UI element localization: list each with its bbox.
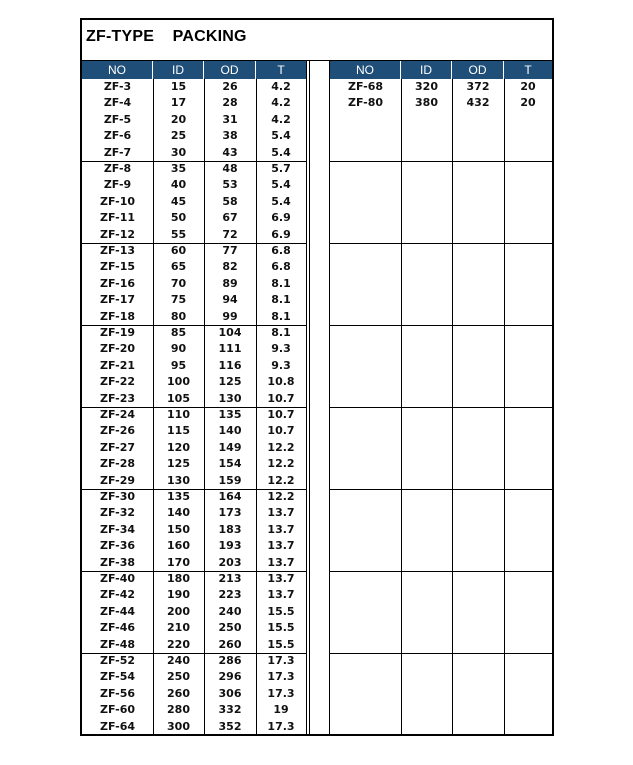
- header-no: NO: [330, 61, 401, 79]
- cell-t: 6.8: [271, 260, 291, 274]
- group-divider: [330, 571, 552, 572]
- cell-t: 12.2: [267, 440, 295, 454]
- cell-no: ZF-40: [99, 572, 136, 585]
- group-divider: [330, 653, 552, 654]
- table-row: [82, 686, 306, 702]
- table-row: [82, 341, 306, 357]
- cell-no: ZF-24: [99, 408, 136, 421]
- left-table-header: [82, 61, 306, 79]
- cell-t: 13.7: [267, 588, 295, 602]
- table-row: [82, 620, 306, 636]
- cell-id: 30: [170, 145, 187, 159]
- cell-no: ZF-22: [99, 375, 136, 389]
- cell-no: ZF-19: [99, 326, 136, 339]
- table-row: [82, 292, 306, 308]
- cell-id: 280: [167, 703, 190, 717]
- table-row: [82, 112, 306, 128]
- table-gap-line: [309, 61, 310, 734]
- cell-no: ZF-27: [99, 440, 136, 454]
- header-id: ID: [153, 61, 204, 79]
- cell-od: 250: [218, 621, 242, 635]
- cell-no: ZF-34: [99, 522, 136, 536]
- cell-od: 58: [222, 194, 238, 208]
- cell-no: ZF-6: [103, 129, 132, 143]
- cell-id: 35: [170, 162, 187, 175]
- cell-od: 28: [222, 96, 238, 110]
- right-table-body: [330, 79, 552, 735]
- cell-t: 5.7: [271, 162, 291, 175]
- cell-no: ZF-32: [99, 506, 136, 520]
- cell-od: 67: [222, 211, 238, 225]
- cell-no: ZF-38: [99, 555, 136, 569]
- cell-t: 8.1: [271, 309, 291, 323]
- table-row: [82, 95, 306, 111]
- cell-id: 320: [415, 80, 438, 93]
- cell-no: ZF-16: [99, 276, 136, 290]
- cell-t: 5.4: [271, 129, 291, 143]
- cell-od: 159: [218, 473, 242, 487]
- table-row: [82, 407, 306, 423]
- cell-od: 203: [218, 555, 242, 569]
- cell-od: 223: [218, 588, 242, 602]
- cell-od: 332: [218, 703, 242, 717]
- cell-id: 200: [167, 604, 190, 618]
- cell-id: 300: [167, 719, 190, 733]
- cell-od: 140: [218, 424, 242, 438]
- cell-t: 12.2: [267, 457, 295, 471]
- cell-no: ZF-8: [103, 162, 132, 175]
- cell-id: 140: [167, 506, 190, 520]
- cell-t: 13.7: [267, 522, 295, 536]
- cell-id: 60: [170, 244, 187, 257]
- table-row: [82, 587, 306, 603]
- cell-no: ZF-52: [99, 654, 136, 667]
- cell-no: ZF-11: [99, 211, 136, 225]
- cell-no: ZF-4: [103, 96, 132, 110]
- cell-t: 8.1: [271, 326, 291, 339]
- table-row: [82, 194, 306, 210]
- header-id: ID: [401, 61, 452, 79]
- cell-id: 85: [170, 326, 187, 339]
- cell-t: 12.2: [267, 490, 295, 503]
- cell-t: 15.5: [267, 604, 295, 618]
- cell-id: 110: [167, 408, 190, 421]
- cell-t: 10.7: [267, 391, 295, 405]
- cell-t: 4.2: [271, 80, 291, 93]
- cell-od: 111: [218, 342, 242, 356]
- cell-od: 72: [222, 227, 238, 241]
- cell-id: 95: [170, 358, 187, 372]
- header-t: T: [524, 63, 532, 77]
- table-row: [82, 243, 306, 259]
- table-row: [82, 79, 306, 95]
- cell-t: 6.9: [271, 227, 291, 241]
- cell-od: 31: [222, 112, 238, 126]
- table-row: [82, 391, 306, 407]
- cell-no: ZF-26: [99, 424, 136, 438]
- cell-no: ZF-48: [99, 637, 136, 651]
- cell-t: 15.5: [267, 637, 295, 651]
- cell-od: 43: [222, 145, 238, 159]
- cell-id: 105: [167, 391, 190, 405]
- packing-sheet: [80, 18, 554, 736]
- group-divider: [330, 161, 552, 162]
- cell-no: ZF-64: [99, 719, 136, 733]
- table-row: [82, 177, 306, 193]
- cell-od: 306: [218, 686, 242, 700]
- cell-id: 180: [167, 572, 190, 585]
- table-row: [82, 128, 306, 144]
- table-row: [82, 538, 306, 554]
- table-row: [82, 653, 306, 669]
- cell-t: 20: [520, 80, 536, 93]
- cell-id: 115: [167, 424, 190, 438]
- cell-t: 15.5: [267, 621, 295, 635]
- cell-no: ZF-20: [99, 342, 136, 356]
- group-divider: [330, 243, 552, 244]
- table-row: [82, 489, 306, 505]
- cell-id: 150: [167, 522, 190, 536]
- cell-no: ZF-46: [99, 621, 136, 635]
- cell-od: 125: [218, 375, 242, 389]
- cell-t: 5.4: [271, 194, 291, 208]
- left-table-body: [82, 79, 306, 735]
- table-row: [82, 637, 306, 653]
- cell-no: ZF-68: [347, 80, 384, 93]
- cell-no: ZF-12: [99, 227, 136, 241]
- table-row: [82, 325, 306, 341]
- cell-t: 13.7: [267, 539, 295, 553]
- cell-od: 116: [218, 358, 242, 372]
- cell-od: 135: [218, 408, 242, 421]
- cell-od: 99: [222, 309, 238, 323]
- right-table-header: [330, 61, 552, 79]
- cell-od: 149: [218, 440, 242, 454]
- cell-t: 4.2: [271, 96, 291, 110]
- cell-id: 210: [167, 621, 190, 635]
- page-title: ZF-TYPE PACKING: [86, 28, 247, 45]
- cell-id: 55: [170, 227, 187, 241]
- cell-no: ZF-28: [99, 457, 136, 471]
- table-row: [330, 95, 552, 111]
- cell-t: 8.1: [271, 293, 291, 307]
- table-row: [82, 505, 306, 521]
- cell-no: ZF-29: [99, 473, 136, 487]
- cell-no: ZF-30: [99, 490, 136, 503]
- table-row: [82, 719, 306, 735]
- cell-id: 50: [170, 211, 187, 225]
- cell-id: 160: [167, 539, 190, 553]
- cell-no: ZF-5: [103, 112, 132, 126]
- cell-t: 19: [273, 703, 289, 717]
- cell-id: 40: [170, 178, 187, 192]
- cell-no: ZF-9: [103, 178, 132, 192]
- table-row: [82, 456, 306, 472]
- cell-id: 120: [167, 440, 190, 454]
- table-row: [82, 210, 306, 226]
- cell-no: ZF-7: [103, 145, 132, 159]
- cell-od: 352: [218, 719, 242, 733]
- cell-t: 13.7: [267, 572, 295, 585]
- cell-id: 240: [167, 654, 190, 667]
- cell-id: 125: [167, 457, 190, 471]
- cell-t: 10.7: [267, 408, 295, 421]
- table-row: [82, 358, 306, 374]
- cell-od: 26: [222, 80, 238, 93]
- cell-id: 80: [170, 309, 187, 323]
- cell-od: 53: [222, 178, 238, 192]
- cell-id: 170: [167, 555, 190, 569]
- cell-od: 183: [218, 522, 242, 536]
- cell-t: 13.7: [267, 506, 295, 520]
- cell-no: ZF-13: [99, 244, 136, 257]
- cell-no: ZF-44: [99, 604, 136, 618]
- cell-od: 164: [218, 490, 242, 503]
- cell-od: 89: [222, 276, 238, 290]
- cell-no: ZF-10: [99, 194, 136, 208]
- cell-id: 100: [167, 375, 190, 389]
- cell-t: 10.8: [267, 375, 295, 389]
- table-row: [82, 374, 306, 390]
- cell-id: 380: [415, 96, 438, 110]
- header-od: OD: [452, 61, 504, 79]
- cell-t: 9.3: [271, 342, 291, 356]
- cell-id: 260: [167, 686, 190, 700]
- cell-id: 130: [167, 473, 190, 487]
- table-row: [82, 473, 306, 489]
- cell-id: 17: [170, 96, 187, 110]
- table-row: [82, 423, 306, 439]
- cell-id: 75: [170, 293, 187, 307]
- cell-no: ZF-36: [99, 539, 136, 553]
- header-od: OD: [204, 61, 256, 79]
- cell-od: 432: [466, 96, 490, 110]
- cell-no: ZF-18: [99, 309, 136, 323]
- cell-id: 250: [167, 670, 190, 684]
- cell-od: 130: [218, 391, 242, 405]
- table-row: [82, 571, 306, 587]
- cell-t: 17.3: [267, 670, 295, 684]
- cell-no: ZF-56: [99, 686, 136, 700]
- cell-od: 240: [218, 604, 242, 618]
- cell-no: ZF-60: [99, 703, 136, 717]
- cell-no: ZF-17: [99, 293, 136, 307]
- cell-t: 10.7: [267, 424, 295, 438]
- cell-t: 5.4: [271, 145, 291, 159]
- cell-id: 135: [167, 490, 190, 503]
- cell-t: 4.2: [271, 112, 291, 126]
- cell-od: 104: [218, 326, 242, 339]
- table-row: [82, 259, 306, 275]
- cell-no: ZF-21: [99, 358, 136, 372]
- cell-t: 17.3: [267, 654, 295, 667]
- cell-id: 70: [170, 276, 187, 290]
- cell-t: 17.3: [267, 719, 295, 733]
- cell-id: 15: [170, 80, 187, 93]
- cell-t: 5.4: [271, 178, 291, 192]
- cell-t: 6.8: [271, 244, 291, 257]
- group-divider: [330, 325, 552, 326]
- cell-od: 173: [218, 506, 242, 520]
- cell-od: 193: [218, 539, 242, 553]
- cell-no: ZF-3: [103, 80, 132, 93]
- cell-no: ZF-54: [99, 670, 136, 684]
- cell-id: 190: [167, 588, 190, 602]
- cell-od: 38: [222, 129, 238, 143]
- cell-od: 77: [222, 244, 238, 257]
- cell-t: 8.1: [271, 276, 291, 290]
- cell-od: 260: [218, 637, 242, 651]
- table-row: [82, 440, 306, 456]
- cell-id: 45: [170, 194, 187, 208]
- table-row: [82, 276, 306, 292]
- cell-id: 220: [167, 637, 190, 651]
- group-divider: [330, 489, 552, 490]
- cell-t: 17.3: [267, 686, 295, 700]
- cell-id: 20: [170, 112, 187, 126]
- cell-od: 154: [218, 457, 242, 471]
- cell-od: 82: [222, 260, 238, 274]
- table-row: [82, 161, 306, 177]
- table-row: [330, 79, 552, 95]
- cell-id: 65: [170, 260, 187, 274]
- table-row: [82, 522, 306, 538]
- header-no: NO: [82, 61, 153, 79]
- cell-id: 90: [170, 342, 187, 356]
- cell-t: 20: [520, 96, 536, 110]
- header-t: T: [277, 63, 285, 77]
- cell-no: ZF-80: [347, 96, 384, 110]
- cell-od: 48: [222, 162, 238, 175]
- table-row: [82, 227, 306, 243]
- table-row: [82, 604, 306, 620]
- table-row: [82, 309, 306, 325]
- cell-od: 296: [218, 670, 242, 684]
- cell-od: 286: [218, 654, 242, 667]
- cell-t: 9.3: [271, 358, 291, 372]
- cell-id: 25: [170, 129, 187, 143]
- cell-od: 213: [218, 572, 242, 585]
- cell-no: ZF-15: [99, 260, 136, 274]
- cell-od: 372: [466, 80, 490, 93]
- group-divider: [330, 407, 552, 408]
- table-row: [82, 145, 306, 161]
- cell-t: 13.7: [267, 555, 295, 569]
- cell-no: ZF-42: [99, 588, 136, 602]
- table-row: [82, 669, 306, 685]
- cell-t: 6.9: [271, 211, 291, 225]
- table-row: [82, 702, 306, 718]
- cell-od: 94: [222, 293, 238, 307]
- cell-no: ZF-23: [99, 391, 136, 405]
- table-row: [82, 555, 306, 571]
- cell-t: 12.2: [267, 473, 295, 487]
